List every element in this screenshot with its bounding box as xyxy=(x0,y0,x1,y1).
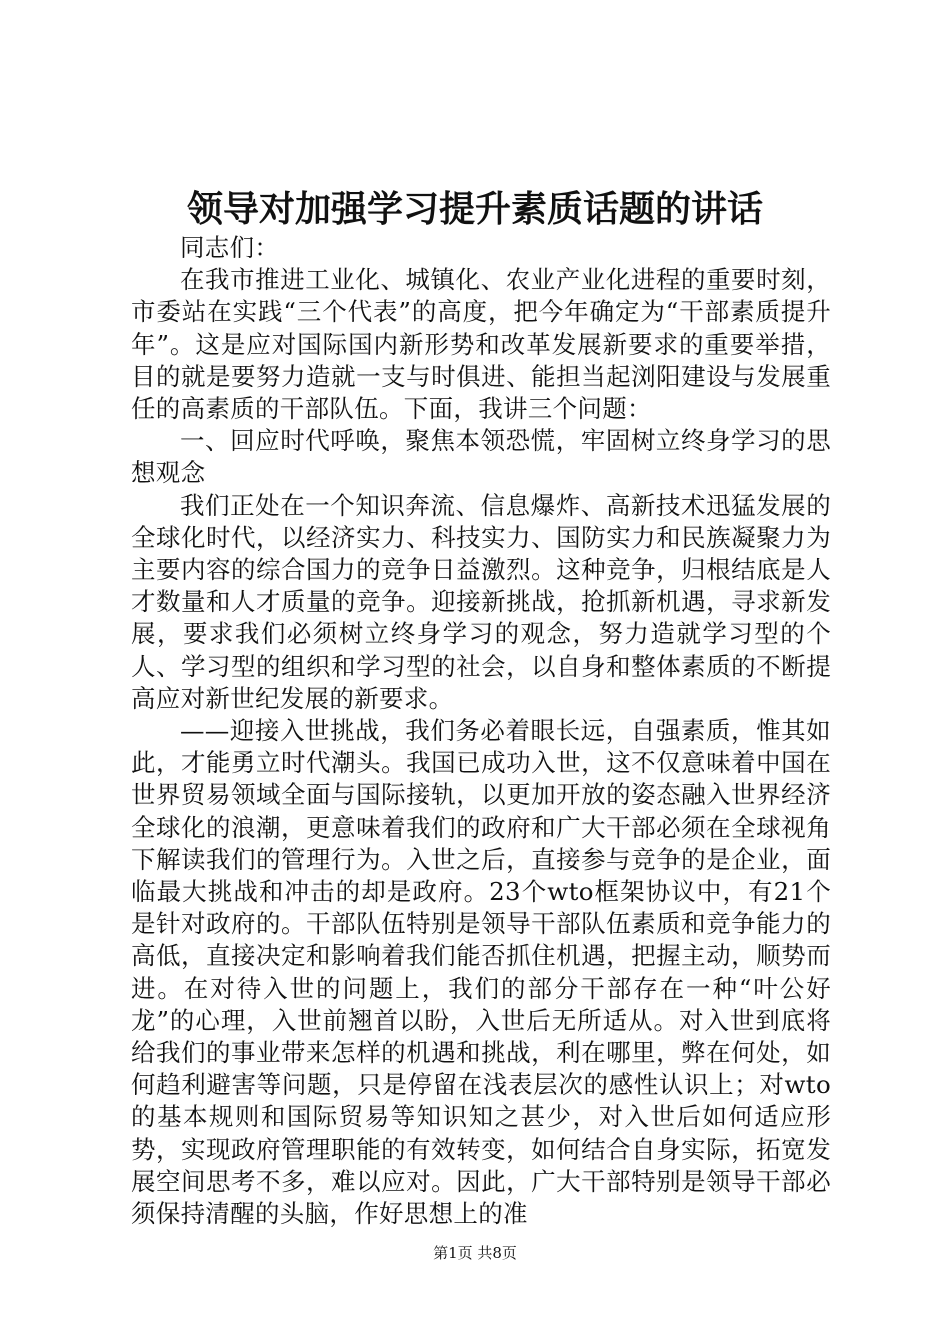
page-number-footer: 第1页 共8页 xyxy=(433,1244,517,1262)
section-heading-paragraph: 一、回应时代呼唤，聚焦本领恐慌，牢固树立终身学习的思想观念 xyxy=(131,426,831,488)
body-paragraph: ——迎接入世挑战，我们务必着眼长远，自强素质，惟其如此，才能勇立时代潮头。我国已成功入世，这不仅意味着中国在世界贸易领域全面与国际接轨，以更加开放的姿态融入世界经济全球化的浪潮，更意味着我们的政府和广大干部必须在全球视角下解读我们的管理行为。入世之后，直接参与竞争的是企业，面临最大挑战和冲击的却是政府。23个wto框架协议中，有21个是针对政府的。干部队伍特别是领导干部队伍素质和竞争能力的高低，直接决定和影响着我们能否抓住机遇，把握主动，顺势而进。在对待入世的问题上，我们的部分干部存在一种“叶公好龙”的心理，入世前翘首以盼，入世后无所适从。对入世到底将给我们的事业带来怎样的机遇和挑战，利在哪里，弊在何处，如何趋利避害等问题，只是停留在浅表层次的感性认识上；对wto的基本规则和国际贸易等知识知之甚少，对入世后如何适应形势，实现政府管理职能的有效转变，如何结合自身实际，拓宽发展空间思考不多，难以应对。因此，广大干部特别是领导干部必须保持清醒的头脑，作好思想上的准 xyxy=(131,716,832,1229)
document-body xyxy=(131,232,831,1230)
body-paragraph: 我们正处在一个知识奔流、信息爆炸、高新技术迅猛发展的全球化时代，以经济实力、科技实力、国防实力和民族凝聚力为主要内容的综合国力的竞争日益激烈。这种竞争，归根结底是人才数量和人才质量的竞争。迎接新挑战，抢抓新机遇，寻求新发展，要求我们必须树立终身学习的观念，努力造就学习型的个人、学习型的组织和学习型的社会，以自身和整体素质的不断提高应对新世纪发展的新要求。 xyxy=(131,490,831,713)
intro-paragraph: 在我市推进工业化、城镇化、农业产业化进程的重要时刻，市委站在实践“三个代表”的高度，把今年确定为“干部素质提升年”。这是应对国际国内新形势和改革发展新要求的重要举措，目的就是要努力造就一支与时俱进、能担当起浏阳建设与发展重任的高素质的干部队伍。下面，我讲三个问题： xyxy=(131,265,832,424)
salutation-paragraph: 同志们： xyxy=(180,233,280,262)
document-title: 领导对加强学习提升素质话题的讲话 xyxy=(186,188,763,230)
